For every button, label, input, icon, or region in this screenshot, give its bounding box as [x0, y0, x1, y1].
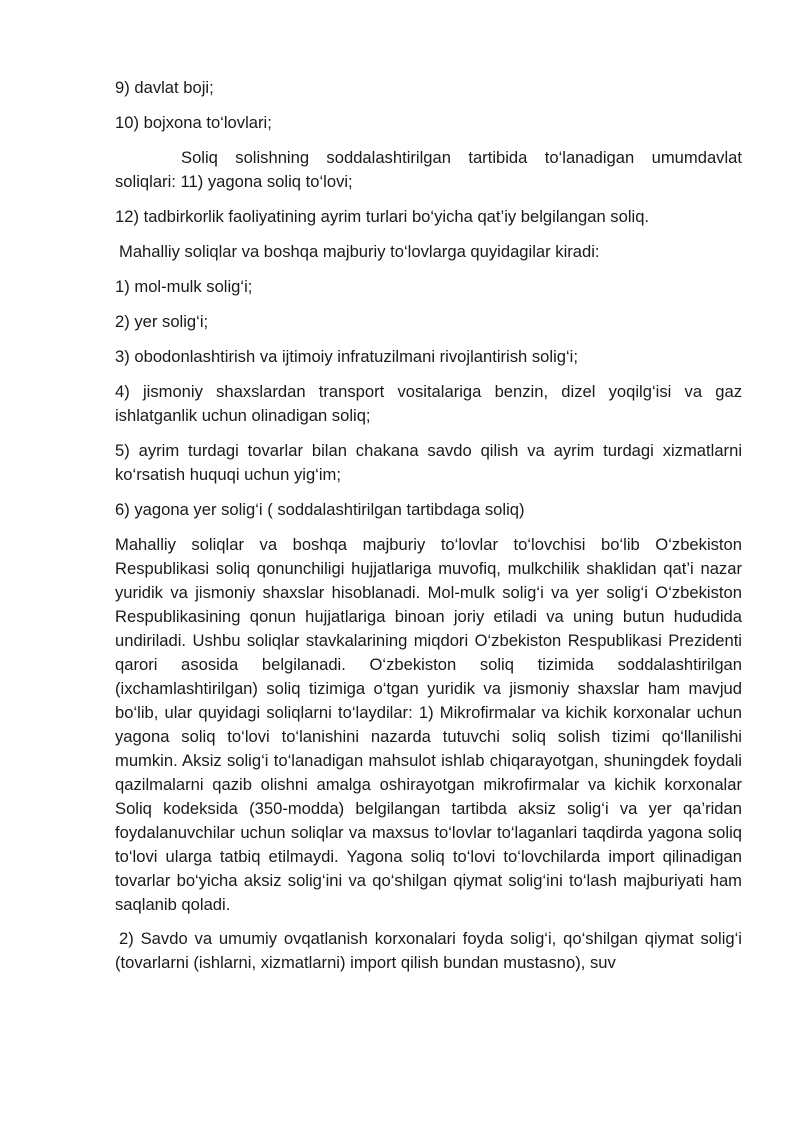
local-tax-item-3: 3) obodonlashtirish va ijtimoiy infratuzilmani rivojlantirish solig‘i;	[115, 347, 578, 366]
local-tax-item-4: 4) jismoniy shaxslardan transport vositalariga benzin, dizel yoqilg‘isi va gaz ishlatganlik uchun olinadigan soliq;	[115, 382, 742, 425]
local-taxes-heading: Mahalliy soliqlar va boshqa majburiy to‘lovlarga quyidagilar kiradi:	[119, 242, 600, 261]
local-tax-item-1: 1) mol-mulk solig‘i;	[115, 277, 253, 296]
list-item-12: 12) tadbirkorlik faoliyatining ayrim turlari bo‘yicha qat’iy belgilangan soliq.	[115, 207, 650, 226]
list-item-9: 9) davlat boji;	[115, 78, 214, 97]
local-tax-item-2: 2) yer solig‘i;	[115, 312, 209, 331]
document-page	[115, 76, 742, 986]
body-paragraph: Mahalliy soliqlar va boshqa majburiy to‘lovlar to‘lovchisi bo‘lib O‘zbekiston Respublikasi soliq qonunchiligi hujjatlariga muvofiq, mulkchilik shaklidan qat’i nazar yuridik va jismoniy shaxslar hisoblanadi. Mol-mulk solig‘i va yer solig‘i O‘zbekiston Respublikasining qonun hujjatlariga binoan joriy etiladi va uning butun hududida undiriladi. Ushbu soliqlar stavkalarining miqdori O‘zbekiston Respublikasi Prezidenti qarori asosida belgilanadi. O‘zbekiston soliq tizimida soddalashtirilgan (ixchamlashtirilgan) soliq tizimiga o‘tgan yuridik va jismoniy shaxslar ham mavjud bo‘lib, ular quyidagi soliqlarni to‘laydilar: 1) Mikrofirmalar va kichik korxonalar uchun yagona soliq to‘lovi to‘lanishini nazarda tutuvchi soliq solish tizimi qo‘llanilishi mumkin. Aksiz solig‘i to‘lanadigan mahsulot ishlab chiqarayotgan, shuningdek foydali qazilmalarni qazib olishni amalga oshirayotgan mikrofirmalar va kichik korxonalar Soliq kodeksida (350-modda) belgilangan tartibda aksiz solig‘i va yer qa’ridan foydalanuvchilar uchun soliqlar va maxsus to‘lovlar to‘laganlari taqdirda yagona soliq to‘lovi ularga tatbiq etilmaydi. Yagona soliq to‘lovi to‘lovchilarda import qilinadigan tovarlar bo‘yicha aksiz solig‘ini va qo‘shilgan qiymat solig‘ini to‘lash majburiyati ham saqlanib qoladi.	[115, 535, 742, 914]
local-tax-item-5: 5) ayrim turdagi tovarlar bilan chakana savdo qilish va ayrim turdagi xizmatlarni ko‘rsatish huquqi uchun yig‘im;	[115, 441, 742, 484]
body-paragraph-continued: 2) Savdo va umumiy ovqatlanish korxonalari foyda solig‘i, qo‘shilgan qiymat solig‘i (tovarlarni (ishlarni, xizmatlarni) import qilish bundan mustasno), suv	[115, 929, 742, 972]
local-tax-item-6: 6) yagona yer solig‘i ( soddalashtirilgan tartibdaga soliq)	[115, 500, 525, 519]
simplified-taxes-paragraph: Soliq solishning soddalashtirilgan tartibida to‘lanadigan umumdavlat soliqlari: 11) yagona soliq to‘lovi;	[115, 148, 742, 191]
list-item-10: 10) bojxona to‘lovlari;	[115, 113, 272, 132]
